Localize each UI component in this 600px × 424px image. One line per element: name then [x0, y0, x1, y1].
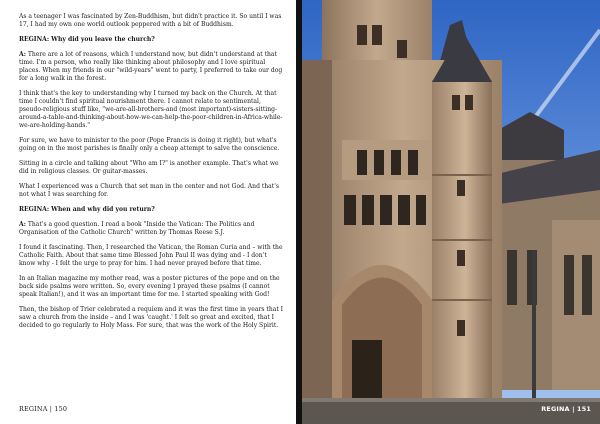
interview-question: REGINA: Why did you leave the church? — [19, 36, 155, 43]
article-text — [19, 13, 285, 337]
left-page — [0, 0, 296, 424]
paragraph: As a teenager I was fascinated by Zen-Buddhism, but didn't practice it. So until I was 17, I had my own one world outlook peppered with a bit of Buddhism. — [19, 13, 282, 28]
interview-question: REGINA: When and why did you return? — [19, 206, 155, 213]
paragraph: I found it fascinating. Then, I researched the Vatican, the Roman Curia and – with the Catholic Faith. About that same time Blessed John Paul II was dying and - I don't know why - I felt the urge to pray for him. I had never prayed before that time. — [19, 244, 283, 267]
paragraph: Then, the bishop of Trier celebrated a requiem and it was the first time in years that I saw a church from the inside – and I was 'caught.' I felt so great and excited, that I decided to go regularly to Holy Mass. For sure, that was the work of the Holy Spirit. — [19, 306, 284, 329]
paragraph: For sure, we have to minister to the poor (Pope Francis is doing it right), but what's going on in the most parishes is finally only a cheap attempt to salve the conscience. — [19, 137, 280, 152]
interview-answer: A: That's a good question. I read a book "Inside the Vatican: The Politics and Organisation of the Catholic Church" written by Thomas Reese S.J. — [19, 221, 255, 236]
paragraph: I think that's the key to understanding why I turned my back on the Church. At that time I couldn't find spiritual nourishment there. I cannot relate to sentimental, pseudo-religious stuff like, "we-are-all-brothers-and (most important)-sisters-sitting-around-a-table-and-thinking-about-how-we-can-help-the-poor-children-in-Africa-while-we-are-holding-hands." — [19, 90, 283, 129]
page-footer-left: REGINA | 150 — [19, 405, 68, 413]
cathedral-photo — [302, 0, 600, 424]
paragraph: What I experienced was a Church that set man in the center and not God. And that's not what I was searching for. — [19, 183, 279, 198]
paragraph: Sitting in a circle and talking about "Who am I?" is another example. That's what we did in religious classes. Or guitar-masses. — [19, 160, 279, 175]
right-page — [302, 0, 600, 424]
page-footer-right: REGINA | 151 — [541, 405, 591, 413]
interview-answer: A: There are a lot of reasons, which I understand now, but didn't understand at that time. I'm a person, who really like thinking about philosophy and I love spiritual places. When my friends in our "wild-years" went to party, I preferred to take our dog for a long walk in the forest. — [19, 51, 283, 82]
paragraph: In an Italian magazine my mother read, was a poster pictures of the pope and on the back side psalms were written. So, every evening I prayed these psalms (I cannot speak Italian!), and it was an important time for me. I started speaking with God! — [19, 275, 280, 298]
